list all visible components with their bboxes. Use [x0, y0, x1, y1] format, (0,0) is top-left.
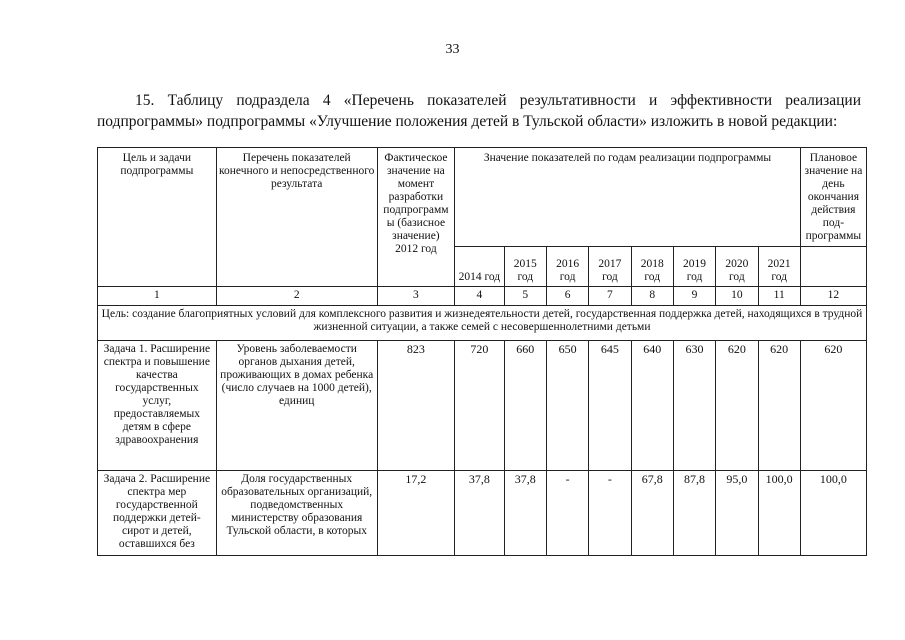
value-cell: 720: [455, 341, 505, 471]
base-value-cell: 17,2: [377, 471, 454, 556]
value-cell: 37,8: [504, 471, 546, 556]
year-header: 2021 год: [758, 247, 800, 287]
header-planned-value: Плановое значение на день окончания действия под-программы: [800, 148, 866, 247]
column-number: 10: [716, 287, 758, 306]
indicator-cell: Уровень заболеваемости органов дыхания детей, проживающих в домах ребенка (число случаев на 1000 детей), единиц: [216, 341, 377, 471]
column-number: 5: [504, 287, 546, 306]
value-cell: 645: [589, 341, 631, 471]
column-number: 11: [758, 287, 800, 306]
value-cell: 37,8: [455, 471, 505, 556]
header-base-value: Фактическое значение на момент разработки подпрограмм ы (базисное значение) 2012 год: [377, 148, 454, 287]
value-cell: 95,0: [716, 471, 758, 556]
column-number: 2: [216, 287, 377, 306]
column-number: 4: [455, 287, 505, 306]
goal-row: [98, 306, 867, 341]
year-header: 2017 год: [589, 247, 631, 287]
header-goals-tasks: Цель и задачи подпрограммы: [98, 148, 217, 287]
header-years-group: Значение показателей по годам реализации подпрограммы: [455, 148, 801, 247]
goal-text: Цель: создание благоприятных условий для комплексного развития и жизнедеятельности детей, государственная поддержка детей, находящихся в трудной жизненной ситуации, а также семей с несовершеннолетними детьми: [98, 306, 867, 341]
value-cell: -: [589, 471, 631, 556]
page-number: 33: [445, 42, 460, 57]
intro-paragraph: 15. Таблицу подраздела 4 «Перечень показателей результативности и эффективности реализации подпрограммы» подпрограммы «Улучшение положения детей в Тульской области» изложить в новой редакции:: [97, 92, 861, 130]
task-cell: Задача 2. Расширение спектра мер государственной поддержки детей-сирот и детей, оставшихся без: [98, 471, 217, 556]
column-number: 9: [673, 287, 715, 306]
value-cell: 640: [631, 341, 673, 471]
year-header: 2018 год: [631, 247, 673, 287]
year-header: 2016 год: [546, 247, 588, 287]
table-row: [98, 341, 867, 471]
table-row: [98, 471, 867, 556]
column-number: 1: [98, 287, 217, 306]
column-number: 8: [631, 287, 673, 306]
value-cell: 650: [546, 341, 588, 471]
value-cell: 630: [673, 341, 715, 471]
value-cell: -: [546, 471, 588, 556]
value-cell: 67,8: [631, 471, 673, 556]
year-header: 2019 год: [673, 247, 715, 287]
value-cell: 620: [758, 341, 800, 471]
base-value-cell: 823: [377, 341, 454, 471]
indicator-cell: Доля государственных образовательных организаций, подведомственных министерству образования Тульской области, в которых: [216, 471, 377, 556]
year-header-empty: [800, 247, 866, 287]
column-number: 7: [589, 287, 631, 306]
value-cell: 87,8: [673, 471, 715, 556]
header-row-top: [98, 148, 867, 247]
header-indicators: Перечень показателей конечного и непосредственного результата: [216, 148, 377, 287]
value-cell: 100,0: [758, 471, 800, 556]
year-header: 2015 год: [504, 247, 546, 287]
task-cell: Задача 1. Расширение спектра и повышение качества государственных услуг, предоставляемых детям в сфере здравоохранения: [98, 341, 217, 471]
column-number: 3: [377, 287, 454, 306]
column-numbers-row: [98, 287, 867, 306]
column-number: 6: [546, 287, 588, 306]
indicators-table: [97, 147, 867, 556]
year-header: 2014 год: [455, 247, 505, 287]
planned-value-cell: 620: [800, 341, 866, 471]
column-number: 12: [800, 287, 866, 306]
planned-value-cell: 100,0: [800, 471, 866, 556]
value-cell: 660: [504, 341, 546, 471]
value-cell: 620: [716, 341, 758, 471]
year-header: 2020 год: [716, 247, 758, 287]
